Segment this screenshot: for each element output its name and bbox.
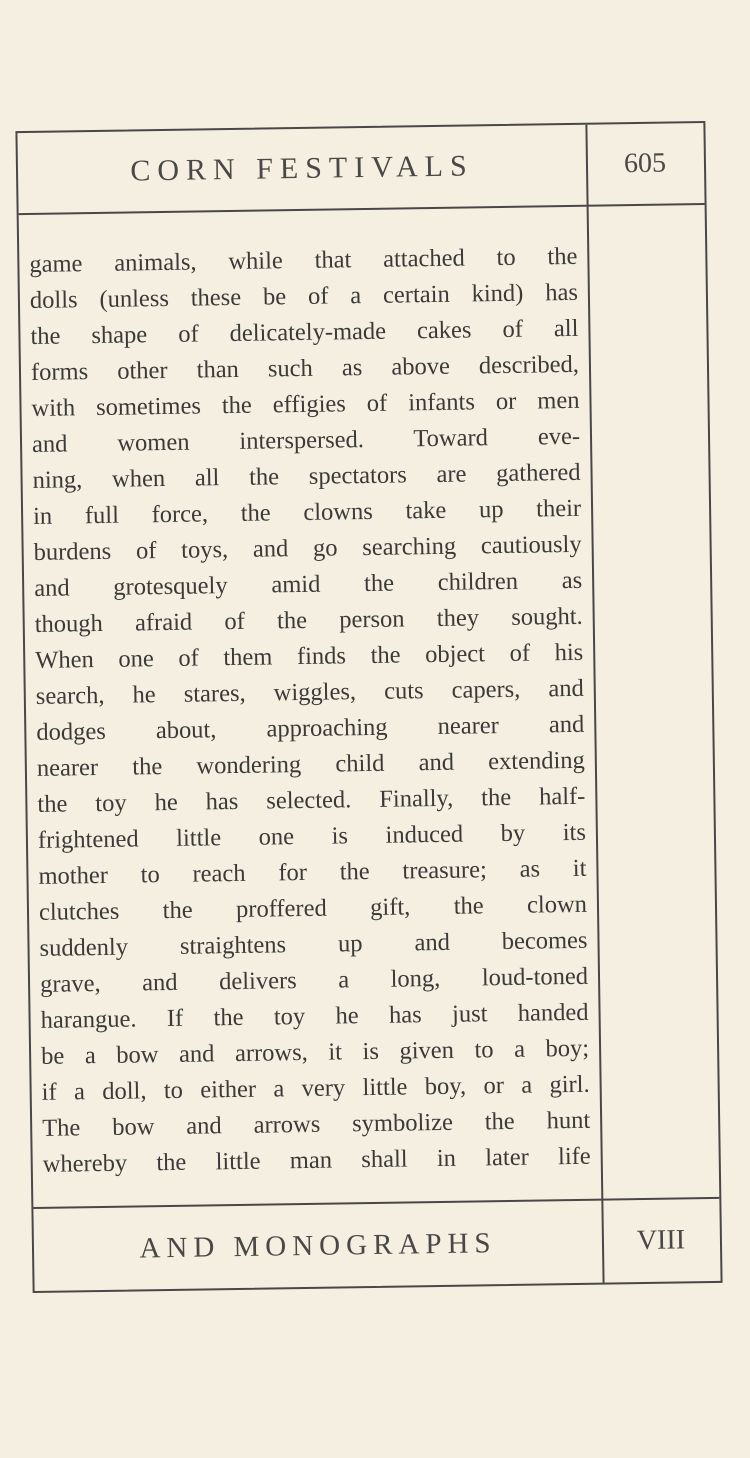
- footer-volume-number: VIII: [636, 1224, 686, 1257]
- text-line: with sometimes the effigies of infants or men: [31, 386, 580, 422]
- text-line: frightened little one is induced by its: [37, 818, 587, 854]
- text-line: nearer the wondering child and extending: [36, 746, 586, 782]
- text-line: and grotesquely amid the children as: [34, 566, 583, 602]
- text-line: dodges about, approaching nearer and: [36, 710, 585, 746]
- body-text: [29, 239, 591, 1183]
- text-line: search, he stares, wiggles, cuts capers, and: [35, 674, 584, 710]
- footer-series-title: AND MONOGRAPHS: [139, 1226, 497, 1264]
- text-line: though afraid of the person they sought.: [34, 602, 583, 638]
- text-line: When one of them finds the object of his: [35, 638, 584, 674]
- text-line: game animals, while that attached to the: [29, 242, 578, 278]
- running-head-title: CORN FESTIVALS: [130, 149, 474, 188]
- text-line: ning, when all the spectators are gathered: [32, 458, 581, 494]
- text-line: the toy he has selected. Finally, the half-: [37, 782, 586, 818]
- text-line: grave, and delivers a long, loud-toned: [39, 962, 589, 998]
- text-line: mother to reach for the treasure; as it: [38, 854, 587, 890]
- page-frame: [15, 121, 722, 1293]
- page-number: 605: [623, 147, 667, 180]
- text-line: and women interspersed. Toward eve-: [31, 422, 581, 458]
- text-line: forms other than such as above described,: [30, 350, 580, 386]
- text-line: the shape of delicately-made cakes of all: [30, 314, 579, 350]
- text-line: suddenly straightens up and becomes: [39, 926, 588, 962]
- text-line: be a bow and arrows, it is given to a boy;: [40, 1034, 590, 1070]
- text-line: clutches the proffered gift, the clown: [38, 890, 588, 926]
- text-line: if a doll, to either a very little boy, or a girl.: [41, 1070, 590, 1106]
- text-line: harangue. If the toy he has just handed: [40, 998, 589, 1034]
- text-line: in full force, the clowns take up their: [32, 494, 582, 530]
- text-line: dolls (unless these be of a certain kind) has: [29, 278, 579, 314]
- text-line: whereby the little man shall in later life: [42, 1142, 591, 1178]
- text-line: burdens of toys, and go searching cautiously: [33, 530, 582, 566]
- text-line: The bow and arrows symbolize the hunt: [42, 1106, 591, 1142]
